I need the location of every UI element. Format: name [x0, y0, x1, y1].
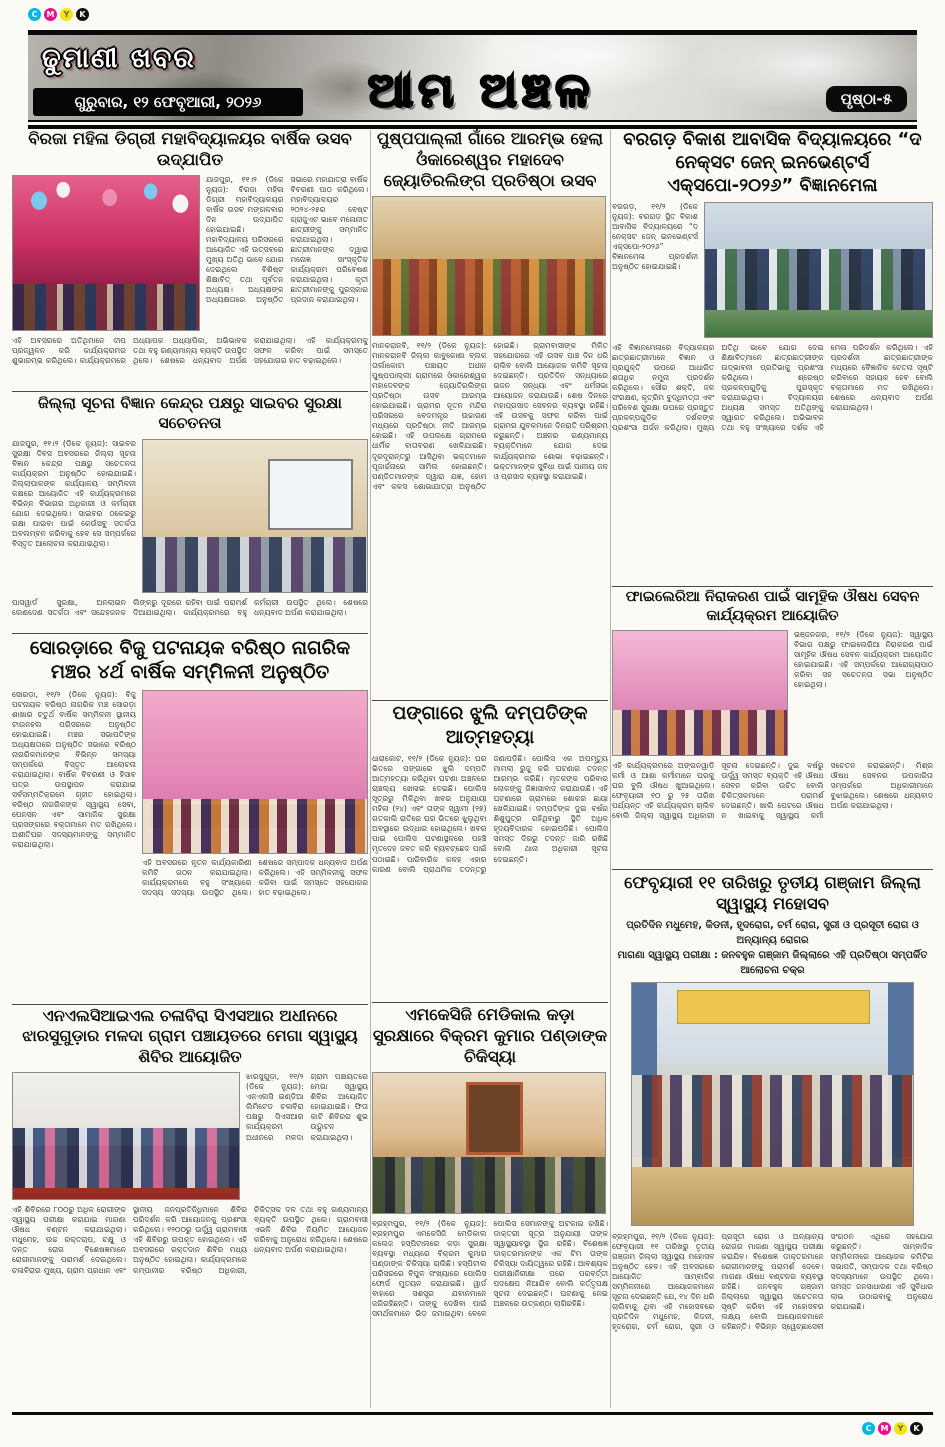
article-mega-health-camp [12, 1006, 368, 1408]
article-mkcg-medical-security [372, 1004, 608, 1408]
print-registration-marks-bottom [862, 1422, 923, 1435]
photo-people-row [143, 799, 367, 852]
black-mark: K [76, 8, 89, 21]
projector-screen [268, 459, 353, 530]
article-body-continued: ପାସୱାର୍ଡ ସୁରକ୍ଷା, ଅନଲାଇନ ଲେଣଦେଣ ସତର୍କତା ଏବଂ ସନ୍ଦେହଜନକ ଲିଙ୍କରୁ ଦୂରରେ ରହିବା ପାଇଁ ପରାମର୍ଶ ଦିଆଯାଇଥିଲା। କାର୍ଯ୍ୟକ୍ରମରେ ବହୁ କର୍ମଚାରୀ ଉପସ୍ଥିତ ଥିଲେ। ଶେଷରେ ଧନ୍ୟବାଦ ଅର୍ପଣ କରାଯାଇଥିଲା। [12, 597, 368, 617]
article-body: ଭଞ୍ଜନଗର, ୧୧/୨ (ଡିକେ ନ୍ୟୁଜ): ସ୍ୱାସ୍ଥ୍ୟ ବିଭାଗ ପକ୍ଷରୁ ଫାଇଲେରିଆ ନିରାକରଣ ପାଇଁ ସାମୂହିକ ଔଷଧ ସେବନ କାର୍ଯ୍ୟକ୍ରମ ଆୟୋଜିତ ହୋଇଯାଇଛି। ଏହି ସମ୍ପର୍କରେ ଆରୋଗ୍ୟପାଠ କରିବା ସହ ସଚେତନତା ସଭା ଅନୁଷ୍ଠିତ ହୋଇଥିଲା। [794, 630, 933, 690]
headline: ପଙ୍ଗାରେ ଝୁଲି ଦମ୍ପତିଙ୍କ ଆତ୍ମହତ୍ୟା [392, 703, 588, 748]
magenta-mark: M [878, 1422, 891, 1435]
page-number-badge: ପୃଷ୍ଠା-୫ [826, 86, 907, 112]
column-divider [370, 130, 371, 1408]
subheadline-line1: ପ୍ରତିଦିନ ମଧୁମେହ, କିଡନୀ, ହୃଦରୋଗ, ଚର୍ମ ରୋଗ, ସ୍ତ୍ରୀ ଓ ପ୍ରସୂତୀ ରୋଗ ଓ ଅନ୍ୟାନ୍ୟ ରୋଗର [626, 920, 919, 946]
photo-jyotirlinga-ceremony [372, 196, 606, 336]
article-separator [12, 1004, 368, 1005]
photo-people-row [13, 1128, 239, 1188]
masthead [28, 30, 917, 122]
black-mark: K [910, 1422, 923, 1435]
edition-date: ଗୁରୁବାର, ୧୨ ଫେବୃଆରୀ, ୨୦୨୬ [33, 88, 303, 116]
photo-filaria-program-stage [612, 630, 788, 756]
subheadline-line2: ମାଗଣା ସ୍ୱାସ୍ଥ୍ୟ ପରୀକ୍ଷା : ଜନବହୁଳ ଗଞ୍ଜାମ ଜିଲ୍ଲାରେ ଏହି ପ୍ରତିଷ୍ଠା ସମ୍ପର୍କିତ ଆଲୋଚନା ଚକ୍ର [617, 950, 928, 976]
photo-people-row [143, 537, 367, 592]
photo-health-camp-ribbon-cutting [12, 1072, 240, 1200]
photo-annual-function-stage [12, 175, 200, 331]
photo-people-row [632, 1075, 913, 1167]
article-science-expo [612, 128, 933, 584]
page-bottom-rule [12, 1412, 933, 1415]
event-banner [677, 990, 870, 1023]
article-body: ବ୍ରହ୍ମପୁର, ୧୧/୨ (ଡିକେ ନ୍ୟୁଜ): ଫେବୃୟାରୀ ୧୧ ତାରିଖରୁ ତୃତୀୟ ଗଞ୍ଜାମ ଜିଲ୍ଲା ସ୍ୱାସ୍ଥ୍ୟ ମହୋସବ ଅନୁଷ୍ଠିତ ହେବ। ଏହି ଅବସରରେ ଆୟୋଜିତ ସାମ୍ବାଦିକ ସମ୍ମିଳନୀରେ ଆୟୋଜକମାନେ ସୂଚନା ଦେଇଛନ୍ତି ଯେ, ୧୪ ଦିନ ଧରି ଚାଲିବାକୁ ଥିବା ଏହି ମହୋସବରେ ପ୍ରତିଦିନ ମଧୁମେହ, କିଡନୀ, ହୃଦରୋଗ, ଚର୍ମ ରୋଗ, ସ୍ତ୍ରୀ ଓ ପ୍ରସୂତୀ ରୋଗ ଓ ଅନ୍ୟାନ୍ୟ ରୋଗର ମାଗଣା ସ୍ୱାସ୍ଥ୍ୟ ପରୀକ୍ଷା କରାଯିବ। ବିଶେଷଜ୍ଞ ଡାକ୍ତରମାନେ ରୋଗୀମାନଙ୍କୁ ପରାମର୍ଶ ଦେବେ। ମାଗଣା ଔଷଧ ବଣ୍ଟନର ବ୍ୟବସ୍ଥା ରହିଛି। ଜନବହୁଳ ଗଞ୍ଜାମ ଜିଲ୍ଲାରେ ସ୍ୱାସ୍ଥ୍ୟ ସଚେତନତା ସୃଷ୍ଟି କରିବା ଏହି ମହୋସବର ଲକ୍ଷ୍ୟ ବୋଲି ଆୟୋଜକମାନେ କହିଛନ୍ତି। ବିଭିନ୍ନ ସ୍ୱେଚ୍ଛାସେବୀ ସଂଗଠନ ଏଥିରେ ସହଯୋଗ କରୁଛନ୍ତି। ସାମ୍ବାଦିକ ସମ୍ମିଳନୀରେ ଆୟୋଜକ କମିଟିର ସଭାପତି, ସମ୍ପାଦକ ତଥା ବରିଷ୍ଠ ସଦସ୍ୟମାନେ ଉପସ୍ଥିତ ଥିଲେ। ସମସ୍ତ ଜନସାଧାରଣ ଏହି ସୁବିଧାର ଲାଭ ଉଠାଇବାକୁ ଅନୁରୋଧ କରାଯାଇଛି। [612, 1232, 933, 1332]
headline: ବିରଜା ମହିଳା ଡିଗ୍ରୀ ମହାବିଦ୍ୟାଳୟର ବାର୍ଷିକ ଉସବ ଉଦ୍ଯାପିତ [28, 129, 352, 170]
newspaper-logo: ଢୁମାଣୀ ଖବର [42, 43, 196, 74]
photo-mkcg-security-scene [372, 1072, 606, 1214]
photo-people-row [613, 710, 787, 755]
photo-people-row [373, 259, 605, 335]
photo-senior-citizen-meet [142, 690, 368, 854]
article-jyotirlinga-festival [372, 128, 608, 698]
article-body-continued: ଏହି କାର୍ଯ୍ୟକ୍ରମରେ ଅଙ୍ଗନୱାଡ଼ି କର୍ମୀ ଓ ଆଶା କର୍ମୀମାନେ ଘରକୁ ଘର ବୁଲି ଔଷଧ ଖୁଆଇଥିଲେ। ଫେବୃୟାରୀ ୧୦ ରୁ ୨୫ ତାରିଖ ପର୍ଯ୍ୟନ୍ତ ଏହି କାର୍ଯ୍ୟକ୍ରମ ଚାଲିବ ବୋଲି ଜିଲ୍ଲା ସ୍ୱାସ୍ଥ୍ୟ ଅଧିକାରୀ ସୂଚନା ଦେଇଛନ୍ତି। ଦୁଇ ବର୍ଷରୁ ଊର୍ଦ୍ଧ୍ୱ ସମସ୍ତ ବ୍ୟକ୍ତି ଏହି ଔଷଧ ସେବନ କରିବା ଉଚିତ ବୋଲି ଚିକିତ୍ସକମାନେ ପରାମର୍ଶ ଦେଇଛନ୍ତି। ଖାଲି ପେଟରେ ଔଷଧ ନ ଖାଇବାକୁ ସ୍ୱାସ୍ଥ୍ୟ କର୍ମୀ ସଚେତନ କରାଇଛନ୍ତି। ମିଶ୍ର ଔଷଧ ସେବନର ଉପକାରିତା ସମ୍ପର୍କରେ ଅଧିକାରୀମାନେ ବୁଝାଇଥିଲେ। ଶେଷରେ ଧନ୍ୟବାଦ ଅର୍ପଣ କରାଯାଇଥିଲା। [612, 761, 933, 821]
yellow-mark: Y [60, 8, 73, 21]
cyan-mark: C [862, 1422, 875, 1435]
article-body: ବ୍ରହ୍ମପୁର, ୧୧/୨ (ଡିକେ ନ୍ୟୁଜ): ବ୍ରହ୍ମପୁର ଏମକେସିଜି ମେଡିକାଲ କଲେଜ ହସ୍ପିଟାଲରେ କଡ଼ା ସୁରକ୍ଷା ବ୍ୟବସ୍ଥା ମଧ୍ୟରେ ବିକ୍ରମ କୁମାର ପଣ୍ଡାଙ୍କ ଚିକିସ୍ୟା ଚାଲିଛି। ହସ୍ପିଟାଲ ପରିସରରେ ବିପୁଳ ସଂଖ୍ୟାରେ ପୋଲିସ ଫୋର୍ସ ମୁତୟନ କରାଯାଇଛି। ୱାର୍ଡ ବାହାରେ ସଶସ୍ତ୍ର ଯବାନମାନେ ଜଗିରହିଛନ୍ତି। ତାଙ୍କୁ ଦେଖିବା ପାଇଁ ସମର୍ଥକମାନେ ଭିଡ଼ ଜମାଇଥିବା ବେଳେ ପୋଲିସ ସେମାନଙ୍କୁ ଅଟକାଇ ରଖିଛି। ଡାକ୍ତରୀ ସୂତ୍ର ଅନୁଯାୟୀ ତାଙ୍କ ସ୍ୱାସ୍ଥ୍ୟାବସ୍ଥା ସ୍ଥିର ରହିଛି। ବିଶେଷଜ୍ଞ ଡାକ୍ତରମାନଙ୍କ ଏକ ଟିମ ତାଙ୍କ ଚିକିସ୍ୟା ଦାୟିତ୍ୱରେ ରହିଛି। ଆବଶ୍ୟକ ପରୀକ୍ଷାନିରୀକ୍ଷା ପରେ ପରବର୍ତ୍ତୀ ପଦକ୍ଷେପ ନିଆଯିବ ବୋଲି କର୍ତ୍ତୃପକ୍ଷ ସୂଚନା ଦେଇଛନ୍ତି। ଘଟଣାକୁ ନେଇ ଅଞ୍ଚଳରେ ଉତ୍କଣ୍ଠା ଲାଗିରହିଛି। [372, 1219, 608, 1319]
headline: ପୁଷ୍ପପାଲ୍ଲୀ ଗାଁରେ ଆରମ୍ଭ ହେଲା ଓଁକାରେଶ୍ୱର ମହାଦେବ ଜ୍ୟୋତିରଲିଙ୍ଗ ପ୍ରତିଷ୍ଠା ଉସବ [376, 129, 604, 191]
article-body: ଯାଜପୁର, ୧୧।୨ (ଡିକେ ନ୍ୟୁଜ): ବିରଜା ମହିଳା ଡିଗ୍ରୀ ମହାବିଦ୍ୟାଳୟର ବାର୍ଷିକ ଉସବ ମଙ୍ଗଳବାର ଦିନ ଉଦ୍ଯାପିତ ହୋଇଯାଇଛି। ମହାବିଦ୍ୟାଳୟ ପରିସରରେ ଆୟୋଜିତ ଏହି ଉତ୍ସବରେ ମୁଖ୍ୟ ଅତିଥି ଭାବେ ଯୋଗ ଦେଇଥିଲେ ବିଶିଷ୍ଟ ଶିକ୍ଷାବିତ୍ ତଥା ପୂର୍ବତନ ଅଧ୍ୟକ୍ଷ। ଅଧ୍ୟକ୍ଷଙ୍କ ଅଧ୍ୟକ୍ଷତାରେ ଅନୁଷ୍ଠିତ ସଭାରେ ମହାଯାତ୍ରା ବାର୍ଷିକ ବିବରଣୀ ପାଠ କରିଥିଲେ। ମହାବିଦ୍ୟାଳୟର ୨୦୨୪-୨୫ର ବେଷ୍ଟ ଗ୍ରାଜୁଏଟ ଭାବେ ମନୋନୀତ ଛାତ୍ରୀଙ୍କୁ ସମ୍ମାନିତ କରାଯାଇଥିଲା। ଛାତ୍ରୀମାନଙ୍କ ଦ୍ୱାରା ମନୋଜ୍ଞ ସାଂସ୍କୃତିକ କାର୍ଯ୍ୟକ୍ରମ ପରିବେଷଣ କରାଯାଇଥିଲା। କୃତୀ ଛାତ୍ରୀମାନଙ୍କୁ ପୁରସ୍କାର ପ୍ରଦାନ କରାଯାଇଥିଲା। [206, 175, 368, 305]
article-senior-citizen-conference [12, 636, 368, 1002]
article-body: ଧାରାକୋଟ, ୧୧/୨ (ଡିକେ ନ୍ୟୁଜ): ଘର ଭିତରେ ପଙ୍ଗାରେ ଝୁଲି ଦମ୍ପତି ଆତ୍ମହତ୍ୟା କରିଥିବା ଘଟଣା ଅଞ୍ଚଳରେ ଚାଞ୍ଚଲ୍ୟ ଖେଳାଇ ଦେଇଛି। ପୋଲିସ ସୂତ୍ରରୁ ମିଳିଥିବା ଖବର ଅନୁଯାୟୀ ମହିଳା (୨୪) ଏବଂ ତାଙ୍କ ସ୍ୱାମୀ (୨୭) ଗତକାଲି ରାତିରେ ଘର ଭିତରେ ଝୁଲୁଥିବା ଅବସ୍ଥାରେ ଉଦ୍ଧାର ହୋଇଥିଲେ। ଖବର ପାଇ ପୋଲିସ ଘଟଣାସ୍ଥଳରେ ପହଞ୍ଚି ମୃତଦେହ ଜବତ କରି ବ୍ୟବଚ୍ଛେଦ ପାଇଁ ପଠାଇଛି। ପାରିବାରିକ କଳହ ଏହାର କାରଣ ବୋଲି ପ୍ରାଥମିକ ତଦନ୍ତରୁ ଜଣାପଡ଼ିଛି। ପୋଲିସ ଏକ ଅପମୃତ୍ୟୁ ମାମଲା ରୁଜୁ କରି ଘଟଣାର ତଦନ୍ତ ଆରମ୍ଭ କରିଛି। ମୃତକଙ୍କ ପରିବାର ଲୋକଙ୍କୁ ଜିଜ୍ଞାସାବାଦ କରାଯାଉଛି। ଏହି ଘଟଣାରେ ଗ୍ରାମରେ ଶୋକର ଛାୟା ଖେଳିଯାଇଛି। ଦମ୍ପତିଙ୍କ ଦୁଇ ବର୍ଷର ଶିଶୁପୁତ୍ର ରହିଥିବାରୁ ସ୍ଥିତି ଅଧିକ ହୃଦୟବିଦାରକ ହୋଇପଡ଼ିଛି। ପୋଲିସ ସମସ୍ତ ଦିଗରୁ ତଦନ୍ତ ଜାରି ରଖିଛି ବୋଲି ଥାନା ଅଧିକାରୀ ସୂଚନା ଦେଇଛନ୍ତି। [372, 754, 608, 874]
photo-cyber-awareness-meeting [142, 439, 368, 593]
print-registration-marks-top [28, 8, 89, 21]
column-divider [610, 130, 611, 1408]
photo-people-row [13, 284, 199, 330]
yellow-mark: Y [894, 1422, 907, 1435]
headline: ଫାଇଲେରିଆ ନିରାକରଣ ପାଇଁ ସାମୂହିକ ଔଷଧ ସେବନ କାର୍ଯ୍ୟକ୍ରମ ଆୟୋଜିତ [625, 589, 920, 624]
article-body: ବରଗଡ଼, ୧୧/୨ (ଡିକେ ନ୍ୟୁଜ): ବରଗଡ଼ ସ୍ଥିତ ବିକାଶ ଆବାସିକ ବିଦ୍ୟାଳୟରେ “ଦ ନେକ୍ସଟ ଜେନ୍ ଇନଭେଣ୍ଟର୍ସ ଏକ୍ସପୋ-୨୦୨୬” ବିଜ୍ଞାନମେଳା ପ୍ରଦର୍ଶନୀ ଅନୁଷ୍ଠିତ ହୋଇଯାଇଛି। [612, 202, 698, 272]
photo-people-row [705, 249, 932, 311]
article-body-continued: ଏହି ଶିବିରରେ ୮୦୦ରୁ ଅଧିକ ରୋଗୀଙ୍କ ସ୍ୱାସ୍ଥ୍ୟ ପରୀକ୍ଷା କରାଯାଇ ମାଗଣା ଔଷଧ ବଣ୍ଟନ କରାଯାଇଥିଲା। ମଧୁମେହ, ଉଚ୍ଚ ରକ୍ତଚାପ, ଚକ୍ଷୁ ଓ ଦନ୍ତ ରୋଗ ବିଶେଷଜ୍ଞମାନେ ରୋଗୀମାନଙ୍କୁ ପରାମର୍ଶ ଦେଇଥିଲେ। ଚଳାବିରାର ମୁଖ୍ୟ, ଗ୍ରାମ ପ୍ରଧାନ ଏବଂ ସ୍ଥାନୀୟ ଜନପ୍ରତିନିଧିମାନେ ଶିବିର ପରିଦର୍ଶନ କରି ଆୟୋଜନକୁ ପ୍ରଶଂସା କରିଥିଲେ। ୧୨୦୦ରୁ ଊର୍ଦ୍ଧ୍ୱ ଗ୍ରାମବାସୀ ଏହି ଶିବିରରୁ ଉପକୃତ ହୋଇଥିଲେ। ଏହି ଅବସରରେ ରକ୍ତଦାନ ଶିବିର ମଧ୍ୟ ଅନୁଷ୍ଠିତ ହୋଇଥିଲା। କାର୍ଯ୍ୟକ୍ରମରେ କମ୍ପାନୀର ବରିଷ୍ଠ ଅଧିକାରୀ, ଚିକିତ୍ସକ ଦଳ ତଥା ବହୁ ଗଣ୍ୟମାନ୍ୟ ବ୍ୟକ୍ତି ଉପସ୍ଥିତ ଥିଲେ। ଗ୍ରାମବାସୀ ଏଭଳି ଶିବିର ନିୟମିତ ଆୟୋଜନ କରିବାକୁ ଅନୁରୋଧ କରିଥିଲେ। ଶେଷରେ ଧନ୍ୟବାଦ ଅର୍ପଣ କରାଯାଇଥିଲା। [12, 1205, 368, 1275]
hospital-entrance [466, 1082, 523, 1155]
meeting-tables [632, 1167, 913, 1225]
article-cyber-security-awareness [12, 394, 368, 632]
article-body-continued: ଏହି ଅବସରରେ ଅତିଥିମାନେ ଦୀପ ପ୍ରଜ୍ୱଳନ କରି କାର୍ଯ୍ୟକ୍ରମର ଶୁଭାରମ୍ଭ କରିଥିଲେ। କାର୍ଯ୍ୟକ୍ରମରେ ଅଧ୍ୟାପକ ଅଧ୍ୟାପିକା, ଅଭିଭାବକ ତଥା ବହୁ ଗଣ୍ୟମାନ୍ୟ ବ୍ୟକ୍ତି ଉପସ୍ଥିତ ଥିଲେ। ଶେଷରେ ଧନ୍ୟବାଦ ଅର୍ପଣ କରାଯାଇଥିଲା। ଏହି କାର୍ଯ୍ୟକ୍ରମକୁ ସଫଳ କରିବା ପାଇଁ ସମସ୍ତେ ସହଯୋଗର ହାତ ବଢ଼ାଇଥିଲେ। [12, 336, 368, 366]
article-body-continued: ଏହି ବିଜ୍ଞାନମେଳାରେ ବିଦ୍ୟାଳୟର ଛାତ୍ରଛାତ୍ରୀମାନେ ବିଜ୍ଞାନ ଓ ପ୍ରଯୁକ୍ତି ଉପରେ ଆଧାରିତ ଶତାଧିକ ନମୁନା ପ୍ରଦର୍ଶନ କରିଥିଲେ। ସୌର ଶକ୍ତି, ଜଳ ସଂରକ୍ଷଣ, କୃତ୍ରିମ ବୁଦ୍ଧିମତ୍ତା ଏବଂ ପରିବେଶ ସୁରକ୍ଷା ଉପରେ ପ୍ରସ୍ତୁତ ପ୍ରକଳ୍ପଗୁଡ଼ିକ ଦର୍ଶକଙ୍କ ପ୍ରଶଂସା ଅର୍ଜନ କରିଥିଲା। ମୁଖ୍ୟ ଅତିଥି ଭାବେ ଯୋଗ ଦେଇ ଶିକ୍ଷାବିତ୍ମାନେ ଛାତ୍ରଛାତ୍ରୀଙ୍କ ଉଦ୍ଭାବନୀ ପ୍ରତିଭାକୁ ପ୍ରଶଂସା କରିଥିଲେ। ଶ୍ରେଷ୍ଠ ପ୍ରକଳ୍ପଗୁଡ଼ିକୁ ପୁରସ୍କୃତ କରାଯାଇଥିଲା। ବିଦ୍ୟାଳୟର ଅଧ୍ୟକ୍ଷ ସମସ୍ତ ଅତିଥିଙ୍କୁ ସ୍ୱାଗତ କରିଥିଲେ। ଅଭିଭାବକ ତଥା ବହୁ ସଂଖ୍ୟାରେ ଦର୍ଶକ ଏହି ମେଳା ପରିଦର୍ଶନ କରିଥିଲେ। ଏହି ପ୍ରଦର୍ଶନୀ ଛାତ୍ରଛାତ୍ରୀଙ୍କ ମଧ୍ୟରେ ବୈଜ୍ଞାନିକ ଚେତନା ସୃଷ୍ଟି କରିବାରେ ସହାୟକ ହେବ ବୋଲି ବକ୍ତାମାନେ ମତ ରଖିଥିଲେ। ଶେଷରେ ଧନ୍ୟବାଦ ଅର୍ପଣ କରାଯାଇଥିଲା। [612, 343, 933, 433]
headline: ଫେବୃୟାରୀ ୧୧ ତାରିଖରୁ ତୃତୀୟ ଗଞ୍ଜାମ ଜିଲ୍ଲା ସ୍ୱାସ୍ଥ୍ୟ ମହୋସବ [624, 873, 921, 914]
article-body: ଝାରସୁଗୁଡ଼ା, ୧୧/୨ (ଡିକେ ନ୍ୟୁଜ): ଏନଏଲସି ଇଣ୍ଡିଆ ଲିମିଟେଡ ଚଳାବିରା ପକ୍ଷରୁ ସିଏସଆର କାର୍ଯ୍ୟକ୍ରମ ଅଧୀନରେ ମଳଦା ଗ୍ରାମ ପଞ୍ଚାୟତରେ ମେଗା ସ୍ୱାସ୍ଥ୍ୟ ଶିବିର ଆୟୋଜିତ ହୋଇଯାଇଛି। ଫିତା କାଟି ଶିବିରର ଶୁଭ ଉଦ୍ଘାଟନ କରାଯାଇଥିଲା। [246, 1072, 368, 1142]
photo-press-meet [631, 982, 914, 1226]
page-title: ଆମ ଅଞ୍ଚଳ [367, 63, 595, 118]
article-body: ସୋରଡ଼ା, ୧୧/୨ (ଡିକେ ନ୍ୟୁଜ): ବିଜୁ ପଟନାୟକ ବରିଷ୍ଠ ନାଗରିକ ମଞ୍ଚ ସୋରଡ଼ା ଶାଖାର ଚତୁର୍ଥ ବାର୍ଷିକ ସମ୍ମିଳନୀ ସ୍ଥାନୀୟ ଟାଉନହଲ ପରିସରରେ ଅନୁଷ୍ଠିତ ହୋଇଯାଇଛି। ମଞ୍ଚର ସଭାପତିଙ୍କ ଅଧ୍ୟକ୍ଷତାରେ ଅନୁଷ୍ଠିତ ସଭାରେ ବରିଷ୍ଠ ନାଗରିକମାନଙ୍କ ବିଭିନ୍ନ ସମସ୍ୟା ସମ୍ପର୍କରେ ବିସ୍ତୃତ ଆଲୋଚନା କରାଯାଇଥିଲା। ବାର୍ଷିକ ବିବରଣୀ ଓ ହିସାବ ପତ୍ର ଉପସ୍ଥାପନ କରାଯାଇ ସର୍ବସମ୍ମତିକ୍ରମେ ଗୃହୀତ ହୋଇଥିଲା। ବରିଷ୍ଠ ନାଗରିକଙ୍କ ସ୍ୱାସ୍ଥ୍ୟ ସେବା, ପେନସନ ଏବଂ ସାମାଜିକ ସୁରକ୍ଷା ପ୍ରସଙ୍ଗରେ ବକ୍ତାମାନେ ମତ ରଖିଥିଲେ। ଅଶୀତିପର ସଦସ୍ୟମାନଙ୍କୁ ସମ୍ମାନିତ କରାଯାଇଥିଲା। [12, 689, 136, 849]
headline: ଜିଲ୍ଲା ସୂଚନା ବିଜ୍ଞାନ କେନ୍ଦ୍ର ପକ୍ଷରୁ ସାଇବର ସୁରକ୍ଷା ସଚେତନତା [38, 394, 342, 432]
photo-people-row [373, 1157, 605, 1213]
article-filaria-drug-program [612, 588, 933, 866]
cyan-mark: C [28, 8, 41, 21]
headline: ବରଗଡ଼ ବିକାଶ ଆବାସିକ ବିଦ୍ୟାଳୟରେ “ଦ ନେକ୍ସଟ ଜେନ୍ ଇନଭେଣ୍ଟର୍ସ ଏକ୍ସପୋ-୨୦୨୬” ବିଜ୍ଞାନମେଳା [623, 129, 922, 197]
headline: ଏନଏଲସିଆଇଏଲ ଚଳାବିରା ସିଏସଆର ଅଧୀନରେ ଝାରସୁଗୁଡ଼ାର ମଳଦା ଗ୍ରାମ ପଞ୍ଚାୟତରେ ମେଗା ସ୍ୱାସ୍ଥ୍ୟ ଶିବିର ଆୟୋଜିତ [22, 1006, 358, 1066]
headline: ଏମକେସିଜି ମେଡିକାଲ କଡ଼ା ସୁରକ୍ଷାରେ ବିକ୍ରମ କୁମାର ପଣ୍ଡାଙ୍କ ଚିକିସ୍ୟା [372, 1005, 608, 1067]
article-health-mahotsav [612, 872, 933, 1408]
article-college-annual-function [12, 128, 368, 390]
headline: ସୋରଡ଼ାରେ ବିଜୁ ପଟନାୟକ ବରିଷ୍ଠ ନାଗରିକ ମଞ୍ଚର ୪ର୍ଥ ବାର୍ଷିକ ସମ୍ମିଳନୀ ଅନୁଷ୍ଠିତ [29, 637, 351, 684]
photo-science-expo [704, 202, 933, 338]
article-body: ମାନକରାନବି, ୧୧/୨ (ଡିକେ ନ୍ୟୁଜ): ମାନକରାନବି ଜିଲ୍ଲା କାବୁକୋଣା ବ୍ଲକ ତାର୍ଲାକୋଟା ପଞ୍ଚାୟତ ଅଧୀନ ପୁଷ୍ପପାଲ୍ଲୀ ଗ୍ରାମରେ ଓଁକାରେଶ୍ୱର ମହାଦେବଙ୍କ ଜ୍ୟୋତିରଲିଙ୍ଗ ପ୍ରତିଷ୍ଠା ଉସବ ଆରମ୍ଭ ହୋଇଯାଇଛି। ଗ୍ରାମର ନୂତନ ମନ୍ଦିର ପରିସରରେ ବେଦମନ୍ତ୍ର ଉଚ୍ଚାରଣ ମଧ୍ୟରେ ପ୍ରତିଷ୍ଠା ନୀତି ଆରମ୍ଭ ହୋଇଛି। ଏହି ଉପଲକ୍ଷେ ଗ୍ରାମରେ ଧାର୍ମିକ ବାତାବରଣ ଖେଳିଯାଇଛି। ଦୂରଦୂରାନ୍ତରୁ ଆସିଥିବା ଭକ୍ତମାନେ ପୂଜାର୍ଚ୍ଚନାରେ ସାମିଲ ହୋଇଛନ୍ତି। ପଣ୍ଡିତମାନଙ୍କ ଦ୍ୱାରା ଯଜ୍ଞ, ହୋମ ଏବଂ କଳସ ଶୋଭାଯାତ୍ରା ଅନୁଷ୍ଠିତ ହୋଇଛି। ଗ୍ରାମବାସୀଙ୍କ ମିଳିତ ସହଯୋଗରେ ଏହି ଉସବ ପାଞ୍ଚ ଦିନ ଧରି ଚାଲିବ ବୋଲି ଆୟୋଜକ କମିଟି ସୂଚନା ଦେଇଛନ୍ତି। ପ୍ରତିଦିନ ସନ୍ଧ୍ୟାରେ ଭଜନ ସନ୍ଧ୍ୟା ଏବଂ ଧର୍ମସଭା ଆୟୋଜନ କରାଯାଉଛି। ଶେଷ ଦିନରେ ମହାପ୍ରସାଦ ସେବନର ବ୍ୟବସ୍ଥା ରହିଛି। ଏହି ଉସବକୁ ସଫଳ କରିବା ପାଇଁ ଗ୍ରାମର ଯୁବକମାନେ ଦିନରାତି ପରିଶ୍ରମ କରୁଛନ୍ତି। ଅଞ୍ଚଳର ଗଣ୍ୟମାନ୍ୟ ବ୍ୟକ୍ତିମାନେ ଯୋଗ ଦେଇ କାର୍ଯ୍ୟକ୍ରମର ଶୋଭା ବଢ଼ାଇଛନ୍ତି। ଭକ୍ତମାନଙ୍କ ସୁବିଧା ପାଇଁ ପାନୀୟ ଜଳ ଓ ପ୍ରସାଦ ବ୍ୟବସ୍ଥା କରାଯାଇଛି। [372, 341, 608, 491]
article-couple-suicide [372, 702, 608, 1000]
article-body: ଯାଜପୁର, ୧୧।୨ (ଡିକେ ନ୍ୟୁଜ): ସାଇବର ସୁରକ୍ଷା ଦିବସ ଅବସରରେ ଜିଲ୍ଲା ସୂଚନା ବିଜ୍ଞାନ କେନ୍ଦ୍ର ପକ୍ଷରୁ ସଚେତନତା କାର୍ଯ୍ୟକ୍ରମ ଅନୁଷ୍ଠିତ ହୋଇଯାଇଛି। ଜିଲ୍ଲାପାଳଙ୍କ କାର୍ଯ୍ୟାଳୟ ସମ୍ମିଳନୀ କକ୍ଷରେ ଆୟୋଜିତ ଏହି କାର୍ଯ୍ୟକ୍ରମରେ ବିଭିନ୍ନ ବିଭାଗର ଅଧିକାରୀ ଓ କର୍ମଚାରୀ ଯୋଗ ଦେଇଥିଲେ। ସାଇବର ଠକେଇରୁ ରକ୍ଷା ପାଇବା ପାଇଁ କେଉଁସବୁ ସତର୍କତା ଅବଲମ୍ବନ କରିବାକୁ ହେବ ସେ ସମ୍ପର୍କରେ ବିସ୍ତୃତ ଆଲୋଚନା କରାଯାଇଥିଲା। [12, 438, 136, 548]
article-body-continued: ଏହି ଅବସରରେ ନୂତନ କାର୍ଯ୍ୟକାରିଣୀ କମିଟି ଗଠନ କରାଯାଇଥିଲା। କାର୍ଯ୍ୟକ୍ରମରେ ବହୁ ସଂଖ୍ୟାରେ ସଦସ୍ୟ ସଦସ୍ୟା ଉପସ୍ଥିତ ଥିଲେ। ଶେଷରେ ସମ୍ପାଦକ ଧନ୍ୟବାଦ ଅର୍ପଣ କରିଥିଲେ। ଏହି ସମ୍ମିଳନୀକୁ ସଫଳ କରିବା ପାଇଁ ସମସ୍ତେ ସହଯୋଗର ହାତ ବଢ଼ାଇଥିଲେ। [142, 857, 368, 897]
magenta-mark: M [44, 8, 57, 21]
